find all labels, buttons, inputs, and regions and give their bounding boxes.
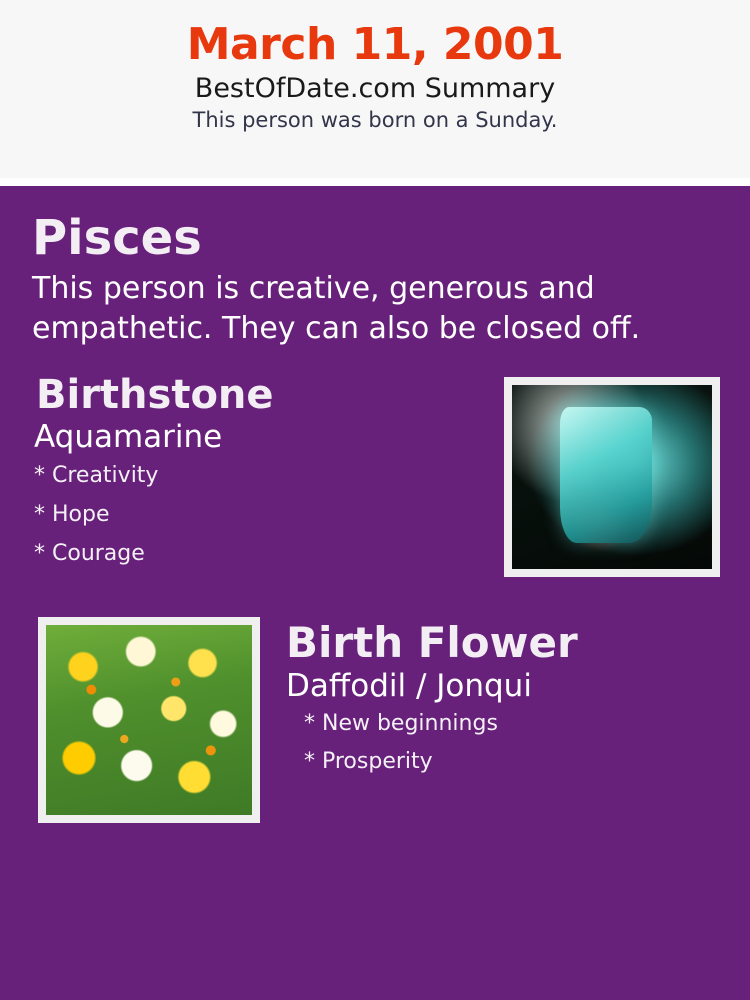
birthstone-section bbox=[30, 373, 720, 603]
daffodil-flowers-icon bbox=[46, 625, 252, 815]
birthflower-image bbox=[38, 617, 260, 823]
birth-day-of-week: This person was born on a Sunday. bbox=[192, 107, 558, 132]
birthflower-trait: * New beginnings bbox=[304, 710, 498, 736]
site-summary-label: BestOfDate.com Summary bbox=[194, 72, 556, 104]
birthflower-section bbox=[30, 613, 720, 843]
birth-date-title: March 11, 2001 bbox=[186, 19, 564, 70]
zodiac-description: This person is creative, generous and empathetic. They can also be closed off. bbox=[32, 270, 641, 346]
main-panel bbox=[0, 186, 750, 1000]
birthflower-trait: * Prosperity bbox=[304, 748, 433, 774]
birthstone-trait: * Courage bbox=[34, 540, 145, 566]
birthstone-name: Aquamarine bbox=[34, 419, 223, 456]
birthstone-image bbox=[504, 377, 720, 577]
birthstone-trait: * Hope bbox=[34, 501, 110, 527]
zodiac-sign-name: Pisces bbox=[32, 210, 202, 266]
birthflower-name: Daffodil / Jonqui bbox=[286, 667, 532, 704]
header-divider bbox=[0, 178, 750, 186]
birthstone-text bbox=[30, 373, 480, 565]
birthflower-title: Birth Flower bbox=[286, 617, 578, 667]
aquamarine-crystal-icon bbox=[512, 385, 712, 569]
birthflower-text bbox=[282, 613, 720, 773]
birthstone-trait: * Creativity bbox=[34, 462, 159, 488]
birthstone-title: Birthstone bbox=[36, 371, 274, 418]
card-header bbox=[0, 0, 750, 178]
